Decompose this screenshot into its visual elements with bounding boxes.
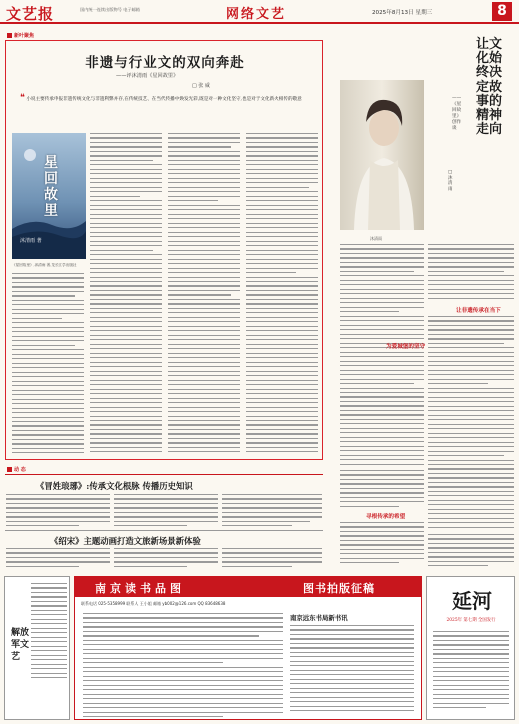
book-image-caption: 《星回故里》,沐清雨 著,龙长江学出版社	[12, 263, 77, 267]
ad-mid-body	[83, 613, 283, 717]
author-portrait	[340, 80, 424, 230]
news1-body-col2	[114, 494, 218, 528]
feature-body-col4	[246, 133, 318, 455]
book-cover-title: 星回故里	[44, 155, 58, 219]
feature-body-col3	[168, 133, 240, 455]
feature-lead-quote: ❝ 小说主要传承申报非遗传统文化与非遗利弊并存,在传统技艺、在当代传播中焕发光彩,既是对一种文化坚守,也是对于文化新火相传的敬意	[20, 93, 302, 103]
feature-body-col1	[12, 273, 84, 455]
opinion-subhead-2: 让非遗传承在当下	[456, 308, 501, 314]
opinion-byline: □ 沐清雨	[448, 170, 453, 192]
feature-byline: □ 张 威	[192, 83, 210, 89]
news2-body-col2	[114, 548, 218, 570]
ad-left-contents	[31, 583, 67, 683]
label-square-icon	[7, 467, 12, 472]
news1-body-col1	[6, 494, 110, 528]
news1-body-col3	[222, 494, 322, 528]
section-name: 网络文艺	[226, 7, 287, 22]
bookstore-ad	[74, 576, 422, 720]
page-number: 8	[492, 2, 512, 21]
opinion-subhead-1: 为爱城堡的坚守	[386, 344, 426, 350]
book-cover-author: 沐清雨 著	[20, 238, 42, 244]
author-photo-caption: 沐清雨	[370, 236, 382, 241]
ad-left-brand: 解放军文艺	[11, 628, 30, 662]
magazine-ad-right	[426, 576, 515, 720]
masthead	[0, 0, 519, 24]
label-square-icon	[7, 33, 12, 38]
opinion-subtitle: ——《星回故里》创作谈	[452, 96, 462, 131]
ad-right-issue: 2025年 第七期 全国发行	[446, 618, 496, 623]
feature-headline: 非遗与行业文的双向奔赴	[85, 55, 245, 71]
opinion-body-col2a	[428, 244, 514, 300]
news2-body-col1	[6, 548, 110, 570]
opinion-subhead-3: 寻根传承的希望	[366, 514, 406, 520]
opinion-body-col2b	[428, 316, 514, 530]
opinion-headline: 让文化始终决定故事的精神走向	[475, 37, 502, 138]
news2-body-col3	[222, 548, 322, 570]
ad-banner	[75, 577, 421, 597]
opinion-body-col1a	[340, 244, 424, 466]
author-photo	[340, 80, 424, 230]
feature-subtitle: ——评沐清雨《星回故里》	[116, 73, 179, 79]
feature-article	[5, 40, 323, 460]
ad-contact-line: 联系电话 025-5358999 联系人 王小姐 邮箱 yb002@126.com QQ 83648638	[81, 601, 226, 606]
newspaper-logo: 文艺报	[6, 5, 55, 23]
ad-banner-brand: 南京读书品图	[95, 582, 185, 595]
opinion-body-col1b	[340, 470, 424, 510]
issue-date: 2025年8月13日 星期三	[372, 10, 433, 16]
news-headline-2: 《绍宋》主题动画打造文旅新场景新体验	[50, 536, 201, 546]
feature-body-col2	[90, 133, 162, 455]
news-section-label: 动 态	[7, 466, 26, 473]
news-separator	[5, 530, 323, 531]
publication-info: 国内统一连续出版物号 电子邮箱	[80, 7, 140, 12]
booklist-title: 南京远东书局新书讯	[290, 614, 348, 622]
opinion-body-col2c	[428, 534, 514, 568]
opinion-body-col1c	[340, 522, 424, 568]
news-divider	[5, 474, 323, 475]
ad-banner-event: 图书拍版征稿	[303, 582, 375, 595]
quote-mark-icon: ❝	[20, 93, 25, 103]
ad-right-brand: 延河	[452, 589, 492, 613]
feature-section-label: 新叶聚焦	[7, 32, 34, 39]
magazine-ad-left	[4, 576, 70, 720]
booklist-entries	[290, 625, 414, 717]
ad-right-contents	[433, 631, 509, 715]
book-cover-image	[12, 133, 86, 259]
news-headline-1: 《冒姓琅琊》:传承文化根脉 传播历史知识	[36, 481, 193, 491]
